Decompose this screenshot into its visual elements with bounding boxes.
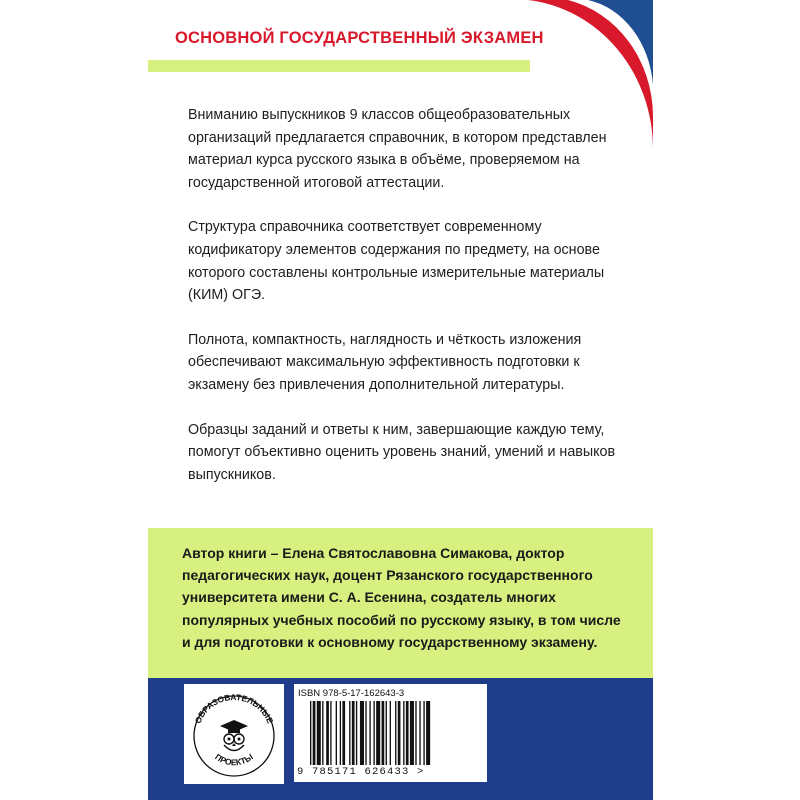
barcode-bar — [340, 701, 341, 765]
barcode-bar — [415, 701, 416, 765]
barcode-bar — [365, 701, 366, 765]
barcode-bar — [386, 701, 387, 765]
barcode-bar — [406, 701, 409, 765]
barcode-bar — [326, 701, 329, 765]
barcode-bar — [330, 701, 331, 765]
barcode-bar — [317, 701, 321, 765]
barcode-bar — [336, 701, 337, 765]
description-paragraph-1: Вниманию выпускников 9 классов общеобразовательных организаций предлагается справочник, в котором представлен материал курса русского языка в объёме, проверяемом на государственной итоговой аттестации. — [188, 107, 607, 191]
barcode-bar — [395, 701, 396, 765]
barcode-bar — [313, 701, 316, 765]
header-accent-bar — [148, 60, 530, 72]
barcode-bar — [373, 701, 374, 765]
barcode-bar — [390, 701, 391, 765]
book-back-cover — [148, 0, 653, 800]
isbn-label: ISBN 978-5-17-162643-3 — [298, 688, 405, 699]
series-title: ОСНОВНОЙ ГОСУДАРСТВЕННЫЙ ЭКЗАМЕН — [175, 29, 544, 47]
barcode-bar — [349, 701, 350, 765]
description-paragraph-3: Полнота, компактность, наглядность и чёткость изложения обеспечивают максимальную эффективность подготовки к экзамену без привлечения дополнительной литературы. — [188, 331, 582, 393]
barcode-bar — [356, 701, 357, 765]
author-description: Автор книги – Елена Святославовна Симакова, доктор педагогических наук, доцент Рязанского государственного университета имени С. А. Есенина, создатель многих популярных учебных пособий по русскому языку, в том числе и для подготовки к основному государственному экзамену. — [182, 545, 621, 650]
barcode-bar — [403, 701, 404, 765]
publisher-logo — [184, 684, 284, 784]
isbn-digits: 9 785171 626433 > — [297, 766, 425, 778]
description-text — [188, 104, 633, 508]
barcode-bar — [382, 701, 385, 765]
svg-text:ПРОЕКТЫ: ПРОЕКТЫ — [213, 751, 255, 768]
description-paragraph-4: Образцы заданий и ответы к ним, завершающие каждую тему, помогут объективно оценить уровень знаний, умений и навыков выпускников. — [188, 421, 616, 483]
barcode-bar — [369, 701, 370, 765]
barcode-bar — [398, 701, 401, 765]
barcode — [308, 701, 476, 767]
description-paragraph-2: Структура справочника соответствует современному кодификатору элементов содержания по предмету, на основе которого составлены контрольные измерительные материалы (КИМ) ОГЭ. — [188, 219, 605, 304]
barcode-bar — [322, 701, 323, 765]
barcode-bar — [360, 701, 364, 765]
isbn-barcode-block — [294, 684, 487, 782]
barcode-bar — [352, 701, 355, 765]
barcode-bar — [342, 701, 345, 765]
barcode-bar — [410, 701, 414, 765]
barcode-bar — [310, 701, 311, 765]
barcode-bar — [426, 701, 430, 765]
barcode-bar — [423, 701, 424, 765]
svg-text:ОБРАЗОВАТЕЛЬНЫЕ: ОБРАЗОВАТЕЛЬНЫЕ — [192, 691, 276, 725]
barcode-bar — [376, 701, 380, 765]
barcode-bar — [419, 701, 420, 765]
owl-graduate-icon — [184, 684, 284, 784]
